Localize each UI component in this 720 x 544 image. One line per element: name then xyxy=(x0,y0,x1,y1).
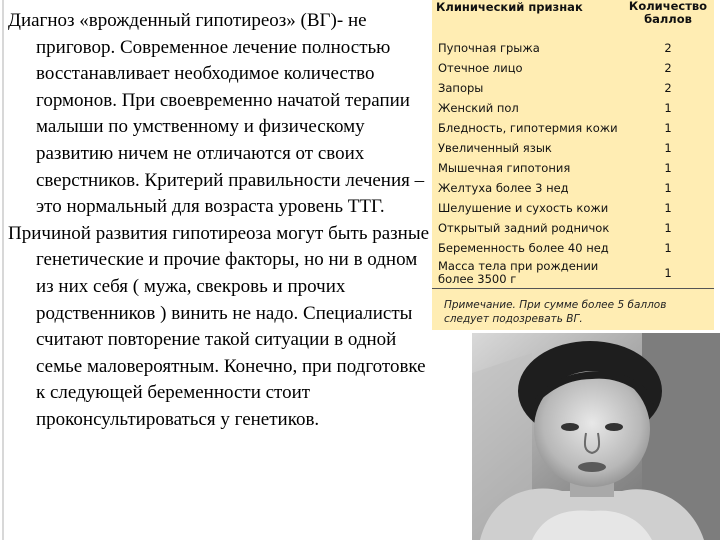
score-cell: 2 xyxy=(664,41,672,55)
score-cell: 1 xyxy=(622,258,714,289)
table-row xyxy=(432,218,714,238)
left-divider-line xyxy=(2,0,4,540)
table-row xyxy=(432,38,714,58)
score-cell: 1 xyxy=(664,161,672,175)
table-row xyxy=(432,138,714,158)
table-row xyxy=(432,258,714,289)
paragraph-causes: Причиной развития гипотиреоза могут быть разные генетические и прочие факторы, но ни в одном из них себя ( мужа, свекровь и прочих родственников ) винить не надо. Специалисты считают повторение такой ситуации в одной семье маловероятным. Конечно, при подготовке к следующей беременности стоит проконсультироваться у генетиков. xyxy=(8,222,430,430)
clinical-score-table xyxy=(432,0,714,289)
table-row xyxy=(432,98,714,118)
table-row xyxy=(432,118,714,138)
sign-cell: Отечное лицо xyxy=(438,61,523,75)
score-cell: 1 xyxy=(664,201,672,215)
sign-cell: Беременность более 40 нед xyxy=(438,241,609,255)
child-portrait-photo-icon xyxy=(472,333,720,540)
score-cell: 2 xyxy=(664,61,672,75)
score-cell: 1 xyxy=(664,141,672,155)
score-cell: 1 xyxy=(664,181,672,195)
table-row xyxy=(432,58,714,78)
sign-cell: Желтуха более 3 нед xyxy=(438,181,569,195)
table-row xyxy=(432,238,714,258)
sign-cell: Открытый задний родничок xyxy=(438,221,610,235)
header-clinical-sign: Клинический признак xyxy=(436,0,583,14)
clinical-score-table-panel xyxy=(432,0,714,330)
table-row xyxy=(432,178,714,198)
sign-cell: Запоры xyxy=(438,81,484,95)
header-score-count: Количество баллов xyxy=(628,0,708,26)
sign-cell: Бледность, гипотермия кожи xyxy=(438,121,618,135)
table-row xyxy=(432,78,714,98)
table-header-row xyxy=(432,0,714,38)
sign-cell: Мышечная гипотония xyxy=(438,161,571,175)
sign-cell: Шелушение и сухость кожи xyxy=(438,201,609,215)
sign-cell: Женский пол xyxy=(438,101,519,115)
sign-cell: Пупочная грыжа xyxy=(438,41,540,55)
table-row xyxy=(432,158,714,178)
score-cell: 1 xyxy=(664,121,672,135)
table-note: Примечание. При сумме более 5 баллов следует подозревать ВГ. xyxy=(444,299,667,325)
score-cell: 1 xyxy=(664,241,672,255)
score-cell: 1 xyxy=(664,101,672,115)
table-row xyxy=(432,198,714,218)
sign-cell: Масса тела при рождении более 3500 г xyxy=(432,258,622,289)
body-text xyxy=(8,8,436,434)
paragraph-diagnosis: Диагноз «врожденный гипотиреоз» (ВГ)- не приговор. Современное лечение полностью восстанавливает необходимое количество гормонов. При своевременно начатой терапии малыши по умственному и физическому развитию ничем не отличаются от своих сверстников. Критерий правильности лечения – это нормальный для возраста уровень ТТГ. xyxy=(8,10,425,218)
sign-cell: Увеличенный язык xyxy=(438,141,552,155)
score-cell: 1 xyxy=(664,221,672,235)
child-portrait-photo xyxy=(472,333,720,540)
score-cell: 2 xyxy=(664,81,672,95)
